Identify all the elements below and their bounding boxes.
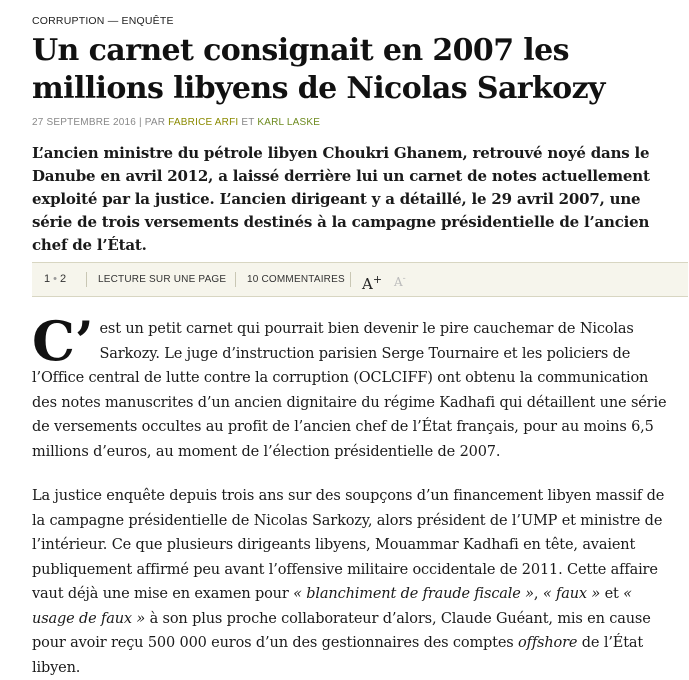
- byline: [32, 117, 320, 128]
- article-toolbar: [32, 262, 688, 297]
- article-lede: L’ancien ministre du pétrole libyen Choukri Ghanem, retrouvé noyé dans le Danube en avril 2012, a laissé derrière lui un carnet de notes actuellement exploité par la justice. L’ancien dirigeant y a détaillé, le 29 avril 2007, une série de trois versements destinés à la campagne présidentielle de l’ancien chef de l’État.: [32, 144, 650, 254]
- paragraph-2-text-a: La justice enquête depuis trois ans sur des soupçons d’un financement libyen massif de la campagne présidentielle de Nicolas Sarkozy, alors président de l’UMP et ministre de l’intérieur. Ce que plusieurs dirigeants libyens, Mouammar Kadhafi en tête, avaient publiquement affirmé peu avant l’offensive militaire occidentale de 2011. Cette affaire vaut déjà une mise en examen pour: [32, 488, 665, 602]
- article-paragraph-2: [32, 484, 672, 680]
- paragraph-1-text: est un petit carnet qui pourrait bien devenir le pire cauchemar de Nicolas Sarkozy. Le juge d’instruction parisien Serge Tournaire et les policiers de l’Office central de lutte contre la corruption (OCLCIFF) ont obtenu la communication des notes manuscrites d’un ancien dignitaire du régime Kadhafi qui détaillent une série de versements occultes au profit de l’ancien chef de l’État français, pour au moins 6,5 millions d’euros, au moment de l’élection présidentielle de 2007.: [32, 321, 667, 460]
- offshore-term: offshore: [518, 635, 578, 651]
- font-smaller-letter: A: [394, 275, 403, 289]
- article-paragraph-1: [32, 309, 672, 464]
- drop-cap: C’: [32, 309, 94, 373]
- font-larger-letter: A: [362, 275, 373, 293]
- font-larger-sign: +: [372, 273, 383, 286]
- paragraph-2-text-c: et: [600, 586, 624, 602]
- byline-by: | PAR: [136, 117, 169, 128]
- comments-link[interactable]: 10 COMMENTAIRES: [247, 274, 345, 285]
- byline-and: ET: [238, 117, 258, 128]
- paragraph-2-text-b: ,: [533, 586, 543, 602]
- publish-date: 27 SEPTEMBRE 2016: [32, 117, 137, 128]
- toolbar-divider: [235, 272, 236, 287]
- toolbar-divider: [86, 272, 87, 287]
- paragraph-2-text-e: de l’État libyen.: [32, 635, 644, 676]
- pagination: [44, 263, 66, 296]
- font-size-decrease-button[interactable]: [394, 263, 406, 296]
- author-link-fabrice-arfi[interactable]: FABRICE ARFI: [168, 117, 239, 128]
- author-link-karl-laske[interactable]: KARL LASKE: [257, 117, 321, 128]
- section-kicker[interactable]: CORRUPTION — ENQUÊTE: [32, 15, 174, 27]
- page-1-link[interactable]: 1: [44, 273, 51, 285]
- quote-blanchiment: « blanchiment de fraude fiscale »: [293, 586, 534, 602]
- article-title: Un carnet consignait en 2007 les millions libyens de Nicolas Sarkozy: [32, 33, 605, 106]
- page-2-link[interactable]: 2: [59, 273, 67, 285]
- quote-usage-de-faux: « usage de faux »: [32, 586, 632, 627]
- pagination-dot: •: [53, 273, 57, 285]
- font-smaller-sign: -: [402, 274, 406, 284]
- font-size-increase-button[interactable]: [362, 263, 382, 296]
- quote-faux: « faux »: [542, 586, 601, 602]
- single-page-reading-link[interactable]: LECTURE SUR UNE PAGE: [98, 274, 227, 285]
- paragraph-2-text-d: à son plus proche collaborateur d’alors, Claude Guéant, mis en cause pour avoir reçu 500 000 euros d’un des gestionnaires des comptes: [32, 610, 651, 651]
- toolbar-divider: [350, 272, 351, 287]
